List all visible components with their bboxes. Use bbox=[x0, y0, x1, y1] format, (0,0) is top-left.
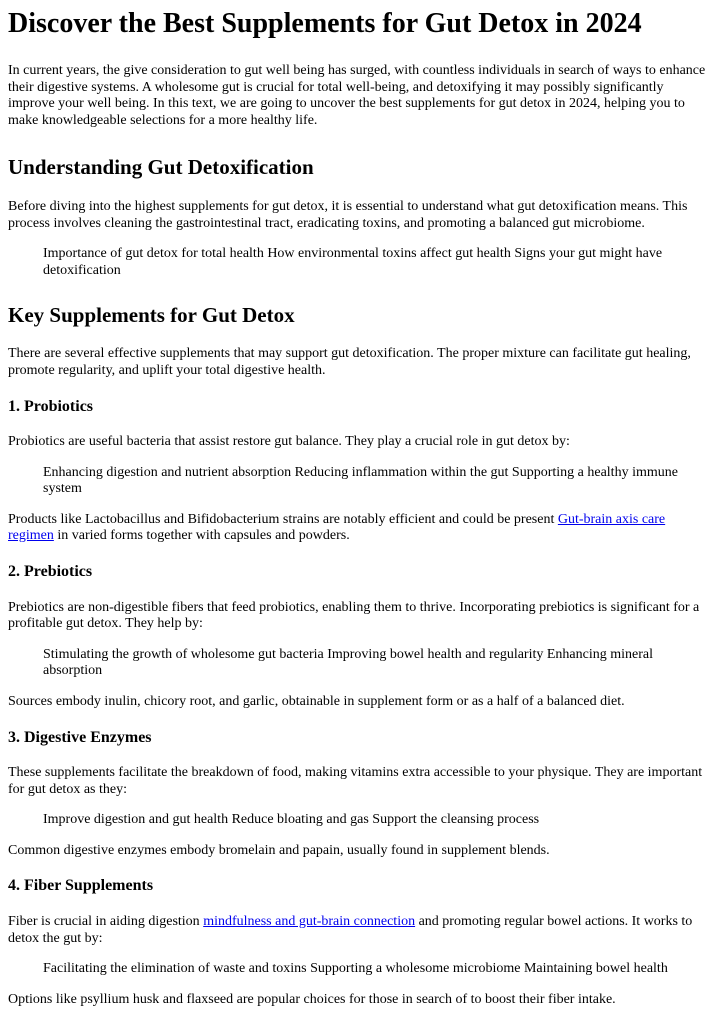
gut-brain-axis-link[interactable]: Gut-brain axis care regimen bbox=[8, 511, 666, 543]
key-supplements-heading: Key Supplements for Gut Detox bbox=[8, 303, 295, 327]
probiotics-list: Enhancing digestion and nutrient absorption Reducing inflammation within the gut Supporting a healthy immune system bbox=[43, 464, 678, 496]
fiber-paragraph bbox=[8, 914, 712, 947]
intro-paragraph: In current years, the give consideration to gut well being has surged, with countless individuals in search of ways to enhance their digestive systems. A wholesome gut is crucial for total well-being, and detoxifying it may possibly significantly improve your well being. In this text, we are going to uncover the best supplements for gut detox in 2024, helping you to make knowledgeable selections for a more healthy life. bbox=[8, 63, 706, 128]
fiber-text-before: Fiber is crucial in aiding digestion bbox=[8, 914, 204, 929]
products-text-after: in varied forms together with capsules and powders. bbox=[53, 528, 350, 543]
prebiotics-paragraph: Prebiotics are non-digestible fibers that feed probiotics, enabling them to thrive. Incorporating prebiotics is significant for a profitable gut detox. They help by: bbox=[8, 599, 700, 631]
prebiotics-heading: 2. Prebiotics bbox=[8, 562, 93, 580]
key-supplements-paragraph: There are several effective supplements that may support gut detoxification. The proper mixture can facilitate gut healing, promote regularity, and uplift your total digestive health. bbox=[8, 346, 691, 378]
enzymes-heading: 3. Digestive Enzymes bbox=[8, 729, 152, 746]
probiotics-products-paragraph bbox=[8, 512, 712, 545]
enzymes-list: Improve digestion and gut health Reduce bloating and gas Support the cleansing process bbox=[43, 812, 540, 827]
page-title: Discover the Best Supplements for Gut Detox in 2024 bbox=[8, 8, 642, 39]
understanding-heading: Understanding Gut Detoxification bbox=[8, 155, 314, 179]
article bbox=[0, 6, 720, 1008]
fiber-list: Facilitating the elimination of waste and toxins Supporting a wholesome microbiome Maintaining bowel health bbox=[43, 961, 668, 976]
understanding-list: Importance of gut detox for total health How environmental toxins affect gut health Signs your gut might have detoxification bbox=[43, 246, 663, 278]
mindfulness-link[interactable]: mindfulness and gut-brain connection bbox=[203, 914, 416, 929]
enzymes-common-paragraph: Common digestive enzymes embody bromelain and papain, usually found in supplement blends. bbox=[8, 842, 550, 858]
probiotics-paragraph: Probiotics are useful bacteria that assist restore gut balance. They play a crucial role in gut detox by: bbox=[8, 434, 570, 449]
products-text-before: Products like Lactobacillus and Bifidobacterium strains are notably efficient and could be present bbox=[8, 511, 558, 527]
understanding-paragraph: Before diving into the highest supplements for gut detox, it is essential to understand what gut detoxification means. This process involves cleaning the gastrointestinal tract, eradicating toxins, and promoting a balanced gut microbiome. bbox=[8, 199, 688, 231]
prebiotics-sources-paragraph: Sources embody inulin, chicory root, and garlic, obtainable in supplement form or as a half of a balanced diet. bbox=[8, 693, 625, 709]
fiber-text-after: and promoting regular bowel actions. It works to detox the gut by: bbox=[8, 914, 693, 946]
fiber-heading: 4. Fiber Supplements bbox=[8, 877, 154, 894]
prebiotics-list: Stimulating the growth of wholesome gut bacteria Improving bowel health and regularity Enhancing mineral absorption bbox=[43, 646, 654, 678]
fiber-options-paragraph: Options like psyllium husk and flaxseed are popular choices for those in search of to boost their fiber intake. bbox=[8, 991, 616, 1007]
enzymes-paragraph: These supplements facilitate the breakdown of food, making vitamins extra accessible to your physique. They are important for gut detox as they: bbox=[8, 765, 703, 797]
probiotics-heading: 1. Probiotics bbox=[8, 398, 94, 415]
